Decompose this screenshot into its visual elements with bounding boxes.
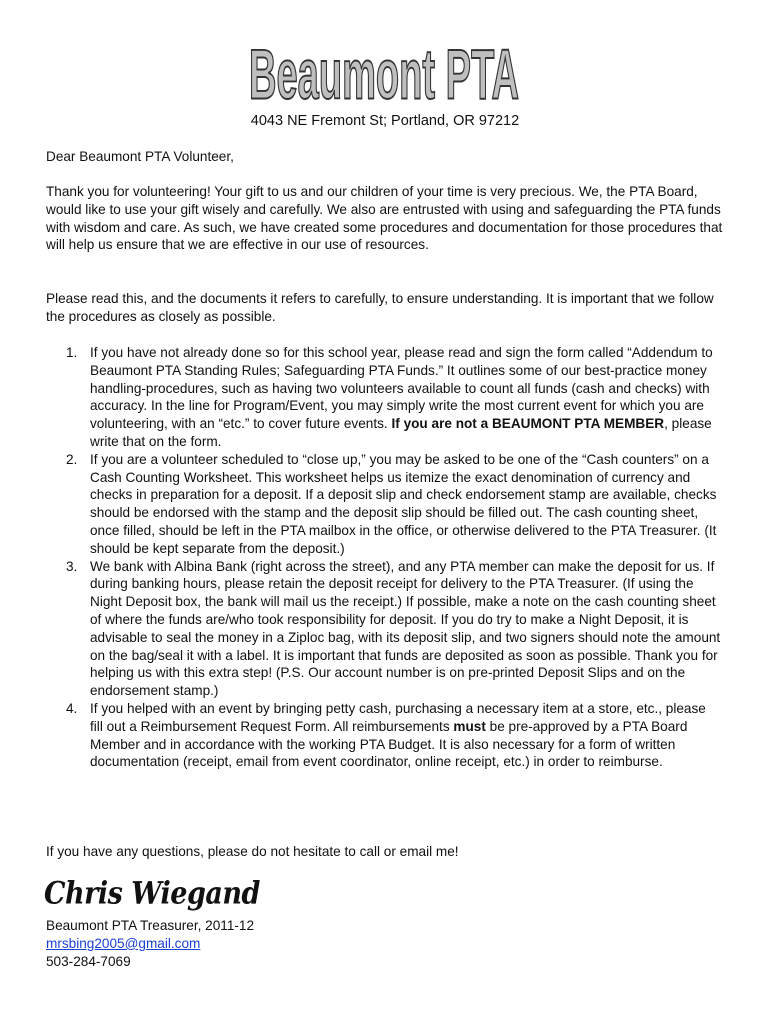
- item-text-after: , please write that on the form.: [90, 416, 712, 449]
- logo-graphic: [246, 34, 522, 114]
- item-text: We bank with Albina Bank (right across the street), and any PTA member can make the deposit for us. If during banking hours, please retain the deposit receipt for delivery to the PTA Treasurer. (If using the Night Deposit box, the bank will mail us the receipt.) If possible, make a note on the cash counting sheet of where the funds are/who took responsibility for deposit. If you do try to make a Night Deposit, it is advisable to seal the money in a Ziploc bag, with its deposit slip, and two signers should note the amount on the bag/seal it with a label. It is important that funds are deposited as soon as possible. Thank you for helping us with this extra step! (P.S. Our account number is on pre-printed Deposit Slips and on the endorsement stamp.): [90, 558, 721, 699]
- item-number: 4.: [66, 700, 78, 716]
- item-number: 3.: [66, 558, 78, 574]
- item-text: If you helped with an event by bringing petty cash, purchasing a necessary item at a store, etc., please fill out a Reimbursement Request Form. All reimbursements: [90, 700, 706, 734]
- procedure-item: [66, 451, 722, 558]
- procedure-item: [66, 558, 722, 700]
- item-text: If you are a volunteer scheduled to “close up,” you may be asked to be one of the “Cash counters” on a Cash Counting Worksheet. This worksheet helps us itemize the exact denomination of currency and checks in preparation for a deposit. If a deposit slip and check endorsement stamp are available, checks should be endorsed with the stamp and the deposit slip should be filled out. The cash counting sheet, once filled, should be left in the PTA mailbox in the office, or otherwise delivered to the PTA Treasurer. (It should be kept separate from the deposit.): [90, 451, 717, 556]
- beaumont-pta-logo: [246, 34, 522, 114]
- signer-block: [46, 917, 254, 970]
- item-text-after: be pre-approved by a PTA Board Member and in accordance with the working PTA Budget. It is also necessary for a form of written documentation (receipt, email from event coordinator, online receipt, etc.) in order to reimburse.: [90, 718, 688, 770]
- salutation: Dear Beaumont PTA Volunteer,: [46, 149, 234, 164]
- handwritten-signature: Chris Wiegand: [44, 876, 260, 912]
- address-line: 4043 NE Fremont St; Portland, OR 97212: [250, 113, 520, 129]
- procedure-list: [66, 344, 722, 771]
- item-number: 1.: [66, 345, 78, 360]
- signer-title: Beaumont PTA Treasurer, 2011-12: [46, 918, 255, 933]
- procedure-item: [66, 344, 722, 451]
- procedure-item: [66, 700, 722, 771]
- email-link[interactable]: mrsbing2005@gmail.com: [46, 935, 201, 951]
- closing-question: If you have any questions, please do not hesitate to call or email me!: [46, 844, 459, 859]
- item-emphasis: must: [453, 718, 486, 734]
- instructions-paragraph: Please read this, and the documents it refers to carefully, to ensure understanding. It is important that we follow the procedures as closely as possible.: [46, 291, 714, 324]
- item-text: If you have not already done so for this school year, please read and sign the form called “Addendum to Beaumont PTA Standing Rules; Safeguarding PTA Funds.” It outlines some of our best-practice money handling-procedures, such as having two volunteers available to count all funds (cash and checks) with accuracy. In the line for Program/Event, you may simply write the most current event for which you are volunteering, with an “etc.” to cover future events.: [90, 345, 713, 432]
- item-number: 2.: [66, 451, 78, 467]
- intro-paragraph: Thank you for volunteering! Your gift to us and our children of your time is very precious. We, the PTA Board, would like to use your gift wisely and carefully. We also are entrusted with using and safeguarding the PTA funds with wisdom and care. As such, we have created some procedures and documentation for those procedures that will help us ensure that we are effective in our use of resources.: [46, 184, 723, 253]
- item-emphasis: If you are not a BEAUMONT PTA MEMBER: [391, 416, 665, 432]
- logo-text: Beaumont PTA: [249, 34, 519, 114]
- phone-number: 503-284-7069: [46, 953, 131, 969]
